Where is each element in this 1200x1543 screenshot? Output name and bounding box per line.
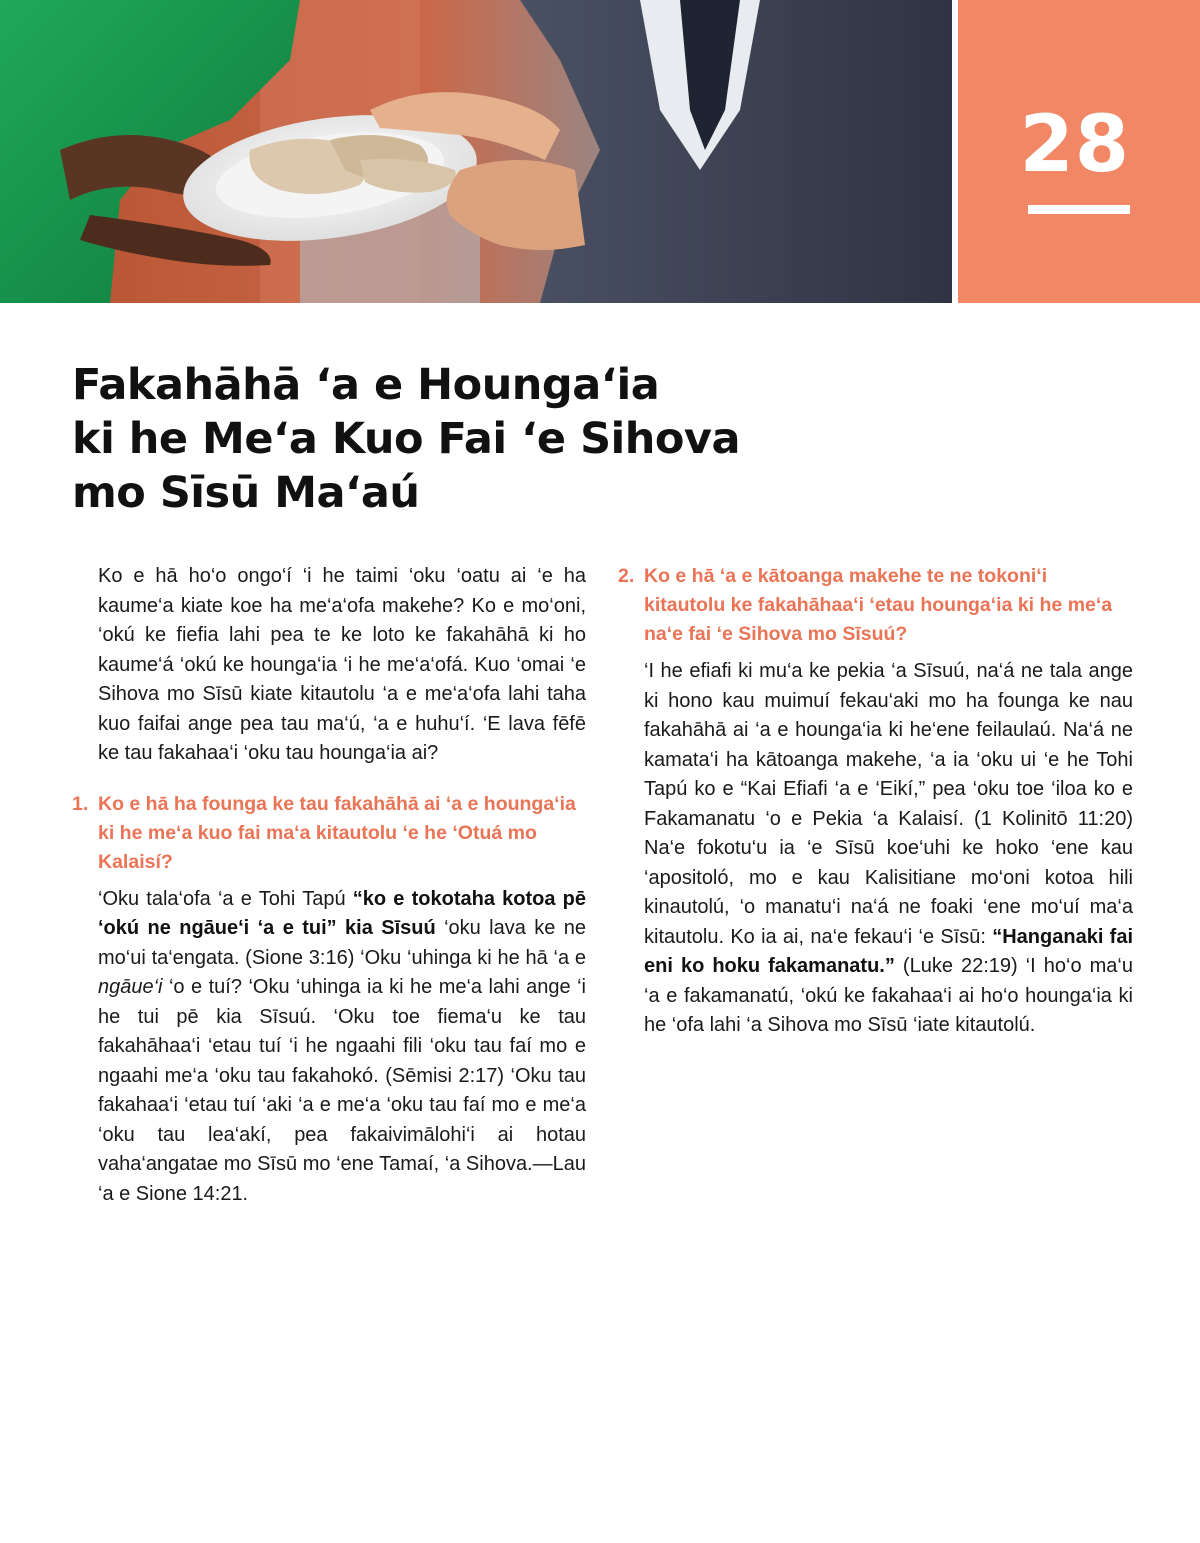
- lesson-number-underline: [1028, 205, 1130, 214]
- title-line-2: ki he Me‘a Kuo Fai ‘e Sihova: [72, 414, 740, 464]
- question-2: [618, 562, 1133, 649]
- answer-1-text-c: ‘o e tuí? ‘Oku ‘uhinga ia ki he me‘a lahi ange ‘i he tui pē kia Sīsuú. ‘Oku toe fiema‘u ke tau fakahāhaa‘i ‘etau tuí ‘i he ngaahi fili ‘oku tau faí mo e ngaahi me‘a ‘oku tau fakahokó. (Sēmisi 2:17) ‘Oku tau fakahaa‘i ‘etau tuí ‘aki ‘a e me‘a ‘oku tau faí mo e me‘a ‘oku tau lea‘akí, pea fakaivimālohi‘i ai hotau vaha‘angatae mo Sīsū mo ‘ene Tamaí, ‘a Sihova.—Lau ‘a e Sione 14:21.: [98, 976, 586, 1205]
- answer-1-italic-word: ngāue‘i: [98, 976, 163, 998]
- answer-1-text-b: ‘oku lava ke ne mo‘ui ta‘engata. (Sione 3:16) ‘Oku ‘uhinga ki he hā ‘a e: [98, 917, 586, 969]
- answer-2-bold-quote: “Hanganaki fai eni ko hoku fakamanatu.”: [644, 925, 1133, 977]
- answer-2-text-b: (Luke 22:19) ‘I ho‘o ma‘u ‘a e fakamanatú, ‘okú ke fakahaa‘i ai ho‘o hounga‘ia ki he ‘ofa lahi ‘a Sihova mo Sīsū ‘iate kitautolú.: [644, 955, 1133, 1036]
- answer-1-text-a: ‘Oku tala‘ofa ‘a e Tohi Tapú: [98, 887, 353, 910]
- answer-1-bold-quote: “ko e tokotaha kotoa pē ‘okú ne ngāue‘i ‘a e tui” kia Sīsuú: [98, 887, 586, 939]
- intro-paragraph: Ko e hā ho‘o ongo‘í ‘i he taimi ‘oku ‘oatu ai ‘e ha kaume‘a kiate koe ha me‘a‘ofa makehe? Ko e mo‘oni, ‘okú ke fiefia lahi pea te ke loto ke fakahāhā ki ho kaume‘á ‘okú ke hounga‘ia ‘i he me‘a‘ofá. Kuo ‘omai ‘e Sihova mo Sīsū kiate kitautolu ‘a e me‘a‘ofa lahi taha kuo faifai ange pea tau ma‘ú, ‘a e huhu‘í. ‘E lava fēfē ke tau fakahaa‘i ‘oku tau hounga‘ia ai?: [98, 565, 586, 764]
- question-1-number: 1.: [72, 792, 89, 815]
- question-2-number: 2.: [618, 565, 635, 587]
- answer-1-paragraph: [72, 885, 586, 1210]
- page-title: [72, 358, 852, 520]
- answer-2-text-a: ‘I he efiafi ki mu‘a ke pekia ‘a Sīsuú, na‘á ne tala ange ki hono kau muimuí fekau‘aki mo ha founga ke nau fakahāhā ai ‘a e hounga‘ia ki he‘ene feilaulaú. Na‘á ne kamata‘i ha kātoanga makehe, ‘a ia ‘oku ui ‘e he Tohi Tapú ko e “Kai Efiafi ‘a e ‘Eikí,” pea ‘oku toe ‘iloa ko e Fakamanatu ‘o e Pekia ‘a Kalaisí. (1 Kolinitō 11:20) Na‘e fokotu‘u ia ‘e Sīsū koe‘uhi ke hoko ‘ene kau ‘apositoló, mo e kau Kalisitiane mo‘oni kotoa hili kinautolú, ‘o manatu‘i na‘á ne foaki ‘ene mo‘uí ma‘a kitautolu. Ko ia ai, na‘e fekau‘i ‘e Sīsū:: [644, 660, 1133, 948]
- title-line-1: Fakahāhā ʻa e Hounga‘ia: [72, 360, 660, 410]
- hands-passing-bread-image: [0, 0, 952, 303]
- title-line-3: mo Sīsū Maʻaú: [72, 468, 420, 518]
- header-photo: [0, 0, 952, 303]
- question-1: [72, 790, 586, 877]
- lesson-number: 28: [1019, 100, 1130, 190]
- right-column: [618, 562, 1133, 1041]
- question-1-text: Ko e hā ha founga ke tau fakahāhā ai ‘a e hounga‘ia ki he me‘a kuo fai ma‘a kitautolu ‘e he ‘Otuá mo Kalaisí?: [98, 792, 576, 873]
- lesson-number-box: [958, 0, 1200, 303]
- answer-2-paragraph: [618, 657, 1133, 1041]
- left-column: [72, 562, 586, 1209]
- question-2-text: Ko e hā ‘a e kātoanga makehe te ne tokoni‘i kitautolu ke fakahāhaa‘i ‘etau hounga‘ia ki he me‘a na‘e fai ‘e Sihova mo Sīsuú?: [644, 565, 1113, 645]
